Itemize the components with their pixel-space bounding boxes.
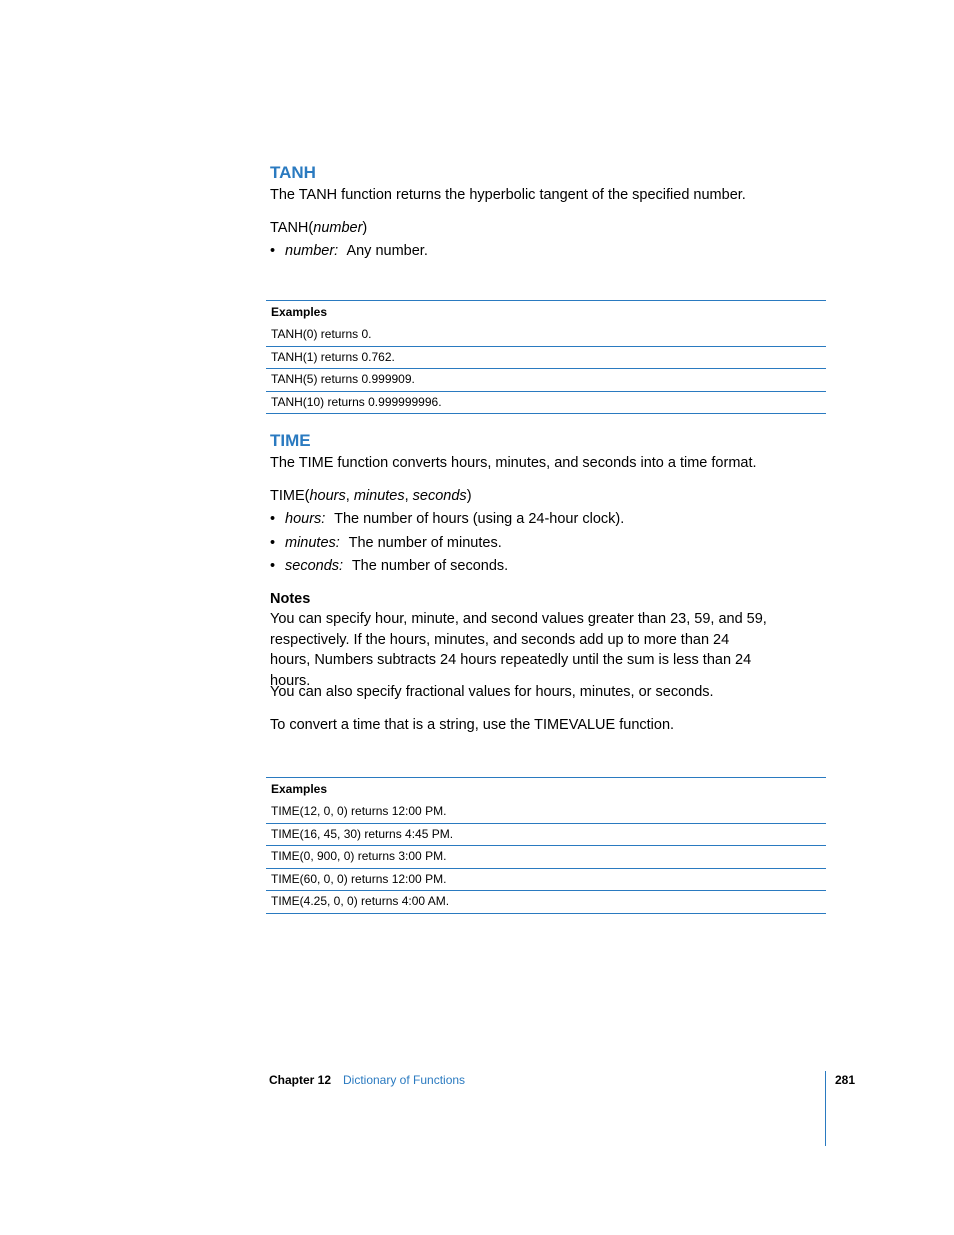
tanh-syntax-arg: number [313, 220, 363, 236]
arg-name: seconds: [285, 558, 344, 574]
time-examples-table [266, 777, 826, 914]
table-row: TANH(10) returns 0.999999996. [266, 392, 826, 415]
bullet-icon: • [270, 558, 276, 574]
time-description: The TIME function converts hours, minutes, and seconds into a time format. [270, 455, 757, 471]
arg-name: number: [285, 243, 339, 259]
table-row: TANH(1) returns 0.762. [266, 347, 826, 370]
footer-divider [825, 1071, 826, 1146]
bullet-icon: • [270, 511, 276, 527]
tanh-syntax-name: TANH [270, 220, 309, 236]
table-row: TIME(12, 0, 0) returns 12:00 PM. [266, 801, 826, 824]
examples-header: Examples [271, 305, 328, 319]
bullet-icon: • [270, 243, 276, 259]
table-row: TIME(4.25, 0, 0) returns 4:00 AM. [266, 891, 826, 914]
arg-desc: The number of minutes. [348, 535, 502, 551]
arg-name: minutes: [285, 535, 340, 551]
arg-name: hours: [285, 511, 326, 527]
notes-paragraph: You can specify hour, minute, and second values greater than 23, 59, and 59, respectively. If the hours, minutes, and seconds add up to more than 24 hours, Numbers subtracts 24 hours repeatedly until the sum is less than 24 hours. [270, 611, 767, 689]
time-heading: TIME [270, 431, 311, 450]
time-arg-minutes [270, 533, 502, 553]
time-arg-seconds [270, 556, 508, 576]
bullet-icon: • [270, 535, 276, 551]
time-syntax-arg-hours: hours [309, 488, 346, 504]
tanh-arg-number [270, 241, 428, 261]
arg-desc: The number of hours (using a 24-hour clock). [334, 511, 625, 527]
time-syntax: TIME(hours, minutes, seconds) [270, 488, 472, 504]
notes-paragraph: To convert a time that is a string, use the TIMEVALUE function. [270, 717, 675, 733]
arg-desc: The number of seconds. [351, 558, 509, 574]
tanh-heading: TANH [270, 163, 316, 182]
tanh-syntax: TANH(number) [270, 220, 368, 236]
table-row: TANH(5) returns 0.999909. [266, 369, 826, 392]
table-row: TIME(60, 0, 0) returns 12:00 PM. [266, 869, 826, 892]
examples-header: Examples [271, 782, 328, 796]
time-syntax-arg-seconds: seconds [412, 488, 467, 504]
time-syntax-name: TIME [270, 488, 305, 504]
table-row: TIME(0, 900, 0) returns 3:00 PM. [266, 846, 826, 869]
footer-section-link[interactable]: Dictionary of Functions [343, 1073, 466, 1087]
footer-chapter: Chapter 12 [269, 1073, 332, 1087]
tanh-examples-table [266, 300, 826, 414]
time-arg-hours [270, 509, 624, 529]
tanh-description: The TANH function returns the hyperbolic tangent of the specified number. [270, 187, 746, 203]
notes-title: Notes [270, 591, 311, 607]
notes-paragraph: You can also specify fractional values for hours, minutes, or seconds. [270, 684, 714, 700]
time-syntax-arg-minutes: minutes [353, 488, 405, 504]
table-row: TIME(16, 45, 30) returns 4:45 PM. [266, 824, 826, 847]
arg-desc: Any number. [346, 243, 428, 259]
table-row: TANH(0) returns 0. [266, 324, 826, 347]
page-number: 281 [835, 1073, 856, 1087]
